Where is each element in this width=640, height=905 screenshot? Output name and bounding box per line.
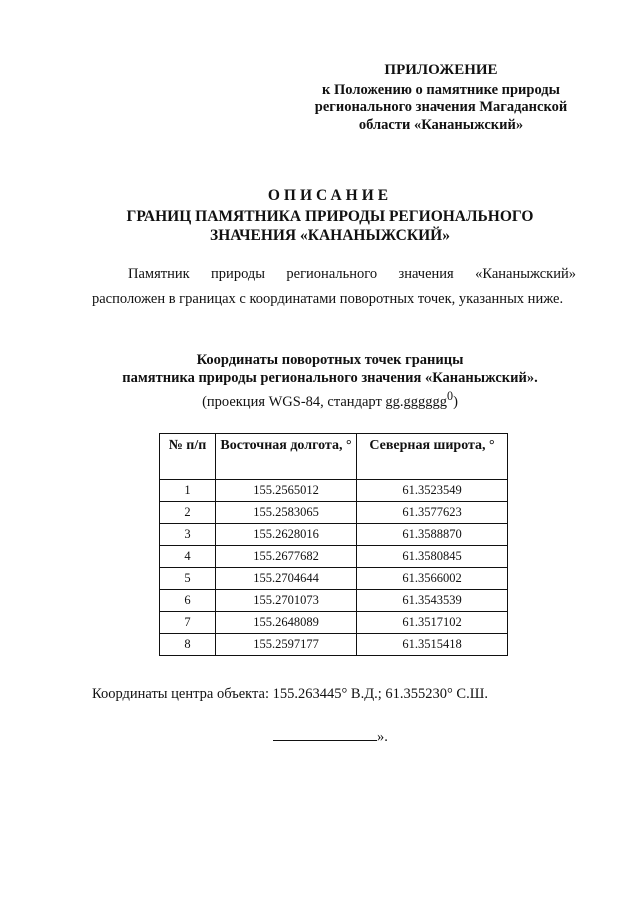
cell-longitude: 155.2628016	[216, 524, 357, 546]
table-header-row	[160, 434, 508, 480]
cell-longitude: 155.2701073	[216, 590, 357, 612]
cell-number: 7	[160, 612, 216, 634]
cell-number: 6	[160, 590, 216, 612]
closing-quote: ».	[377, 729, 388, 745]
projection-sup: 0	[447, 389, 454, 403]
projection-text: (проекция WGS-84, стандарт gg.gggggg	[202, 393, 448, 410]
cell-number: 5	[160, 568, 216, 590]
cell-longitude: 155.2583065	[216, 502, 357, 524]
table-row	[160, 612, 508, 634]
cell-number: 3	[160, 524, 216, 546]
cell-latitude: 61.3566002	[357, 568, 508, 590]
table-caption	[100, 351, 560, 411]
cell-longitude: 155.2648089	[216, 612, 357, 634]
cell-number: 1	[160, 480, 216, 502]
table-row	[160, 502, 508, 524]
appendix-line: к Положению о памятнике природы	[322, 81, 560, 98]
cell-longitude: 155.2704644	[216, 568, 357, 590]
projection-end: )	[453, 393, 458, 410]
cell-number: 8	[160, 634, 216, 656]
cell-latitude: 61.3515418	[357, 634, 508, 656]
header-number: № п/п	[160, 434, 216, 480]
cell-latitude: 61.3517102	[357, 612, 508, 634]
cell-number: 2	[160, 502, 216, 524]
table-row	[160, 546, 508, 568]
cell-number: 4	[160, 546, 216, 568]
cell-longitude: 155.2565012	[216, 480, 357, 502]
description-subheading: ЗНАЧЕНИЯ «КАНАНЫЖСКИЙ»	[210, 227, 450, 244]
header-latitude: Северная широта, °	[357, 434, 508, 480]
cell-longitude: 155.2677682	[216, 546, 357, 568]
cell-latitude: 61.3588870	[357, 524, 508, 546]
table-row	[160, 568, 508, 590]
appendix-line: области «Кананыжский»	[358, 116, 524, 133]
table-row	[160, 590, 508, 612]
table-row	[160, 524, 508, 546]
description-heading-block	[100, 186, 560, 245]
appendix-block	[300, 62, 582, 134]
closing-mark	[273, 728, 388, 746]
center-coordinates: Координаты центра объекта: 155.263445° В.Д.; 61.355230° С.Ш.	[92, 686, 488, 702]
appendix-title: ПРИЛОЖЕНИЕ	[384, 62, 498, 78]
table-caption-projection	[100, 387, 560, 411]
cell-latitude: 61.3523549	[357, 480, 508, 502]
blank-line	[273, 728, 377, 741]
appendix-line: регионального значения Магаданской	[314, 99, 568, 115]
cell-latitude: 61.3580845	[357, 546, 508, 568]
cell-latitude: 61.3577623	[357, 502, 508, 524]
description-heading: ОПИСАНИЕ	[267, 187, 393, 204]
coordinates-table	[159, 433, 508, 656]
description-paragraph: Памятник природы регионального значения «Кананыжский» расположен в границах с координатами поворотных точек, указанных ниже.	[92, 266, 576, 307]
cell-longitude: 155.2597177	[216, 634, 357, 656]
description-subheading: ГРАНИЦ ПАМЯТНИКА ПРИРОДЫ РЕГИОНАЛЬНОГО	[126, 208, 534, 225]
table-row	[160, 634, 508, 656]
table-row	[160, 480, 508, 502]
table-caption-line: памятника природы регионального значения «Кананыжский».	[122, 370, 538, 386]
header-longitude: Восточная долгота, °	[216, 434, 357, 480]
cell-latitude: 61.3543539	[357, 590, 508, 612]
table-caption-line: Координаты поворотных точек границы	[196, 352, 464, 368]
